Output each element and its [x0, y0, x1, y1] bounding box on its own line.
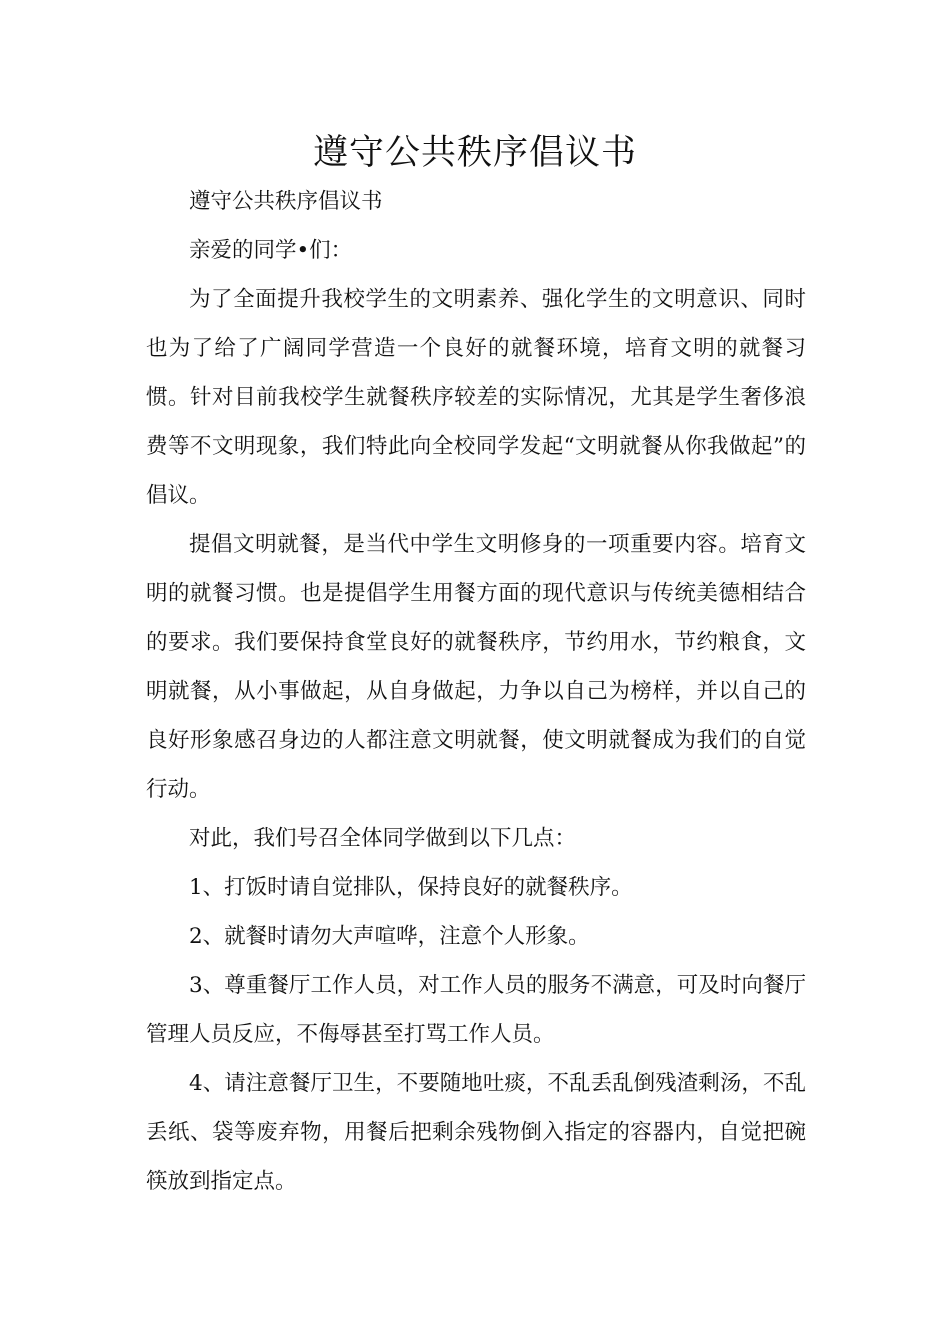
document-body [146, 177, 806, 1206]
advocacy-paragraph: 提倡文明就餐，是当代中学生文明修身的一项重要内容。培育文明的就餐习惯。也是提倡学生用餐方面的现代意识与传统美德相结合的要求。我们要保持食堂良好的就餐秩序，节约用水，节约粮食，文明就餐，从小事做起，从自身做起，力争以自己为榜样，并以自己的良好形象感召身边的人都注意文明就餐，使文明就餐成为我们的自觉行动。 [146, 532, 806, 802]
intro-paragraph: 为了全面提升我校学生的文明素养、强化学生的文明意识、同时也为了给了广阔同学营造一个良好的就餐环境，培育文明的就餐习惯。针对目前我校学生就餐秩序较差的实际情况，尤其是学生奢侈浪费等不文明现象，我们特此向全校同学发起“文明就餐从你我做起”的倡议。 [146, 287, 806, 508]
list-item-3: 3、尊重餐厅工作人员，对工作人员的服务不满意，可及时向餐厅管理人员反应，不侮辱甚至打骂工作人员。 [146, 973, 806, 1047]
call-to-action-paragraph: 对此，我们号召全体同学做到以下几点： [189, 826, 577, 851]
list-item-4: 4、请注意餐厅卫生，不要随地吐痰，不乱丢乱倒残渣剩汤，不乱丢纸、袋等废弃物，用餐后把剩余残物倒入指定的容器内，自觉把碗筷放到指定点。 [146, 1071, 806, 1194]
salutation-paragraph: 亲爱的同学•们： [189, 238, 353, 263]
list-item-1: 1、打饭时请自觉排队，保持良好的就餐秩序。 [189, 875, 633, 900]
document-title: 遵守公共秩序倡议书 [312, 133, 637, 173]
subtitle-paragraph: 遵守公共秩序倡议书 [189, 189, 383, 214]
list-item-2: 2、就餐时请勿大声喧哗，注意个人形象。 [189, 924, 590, 949]
